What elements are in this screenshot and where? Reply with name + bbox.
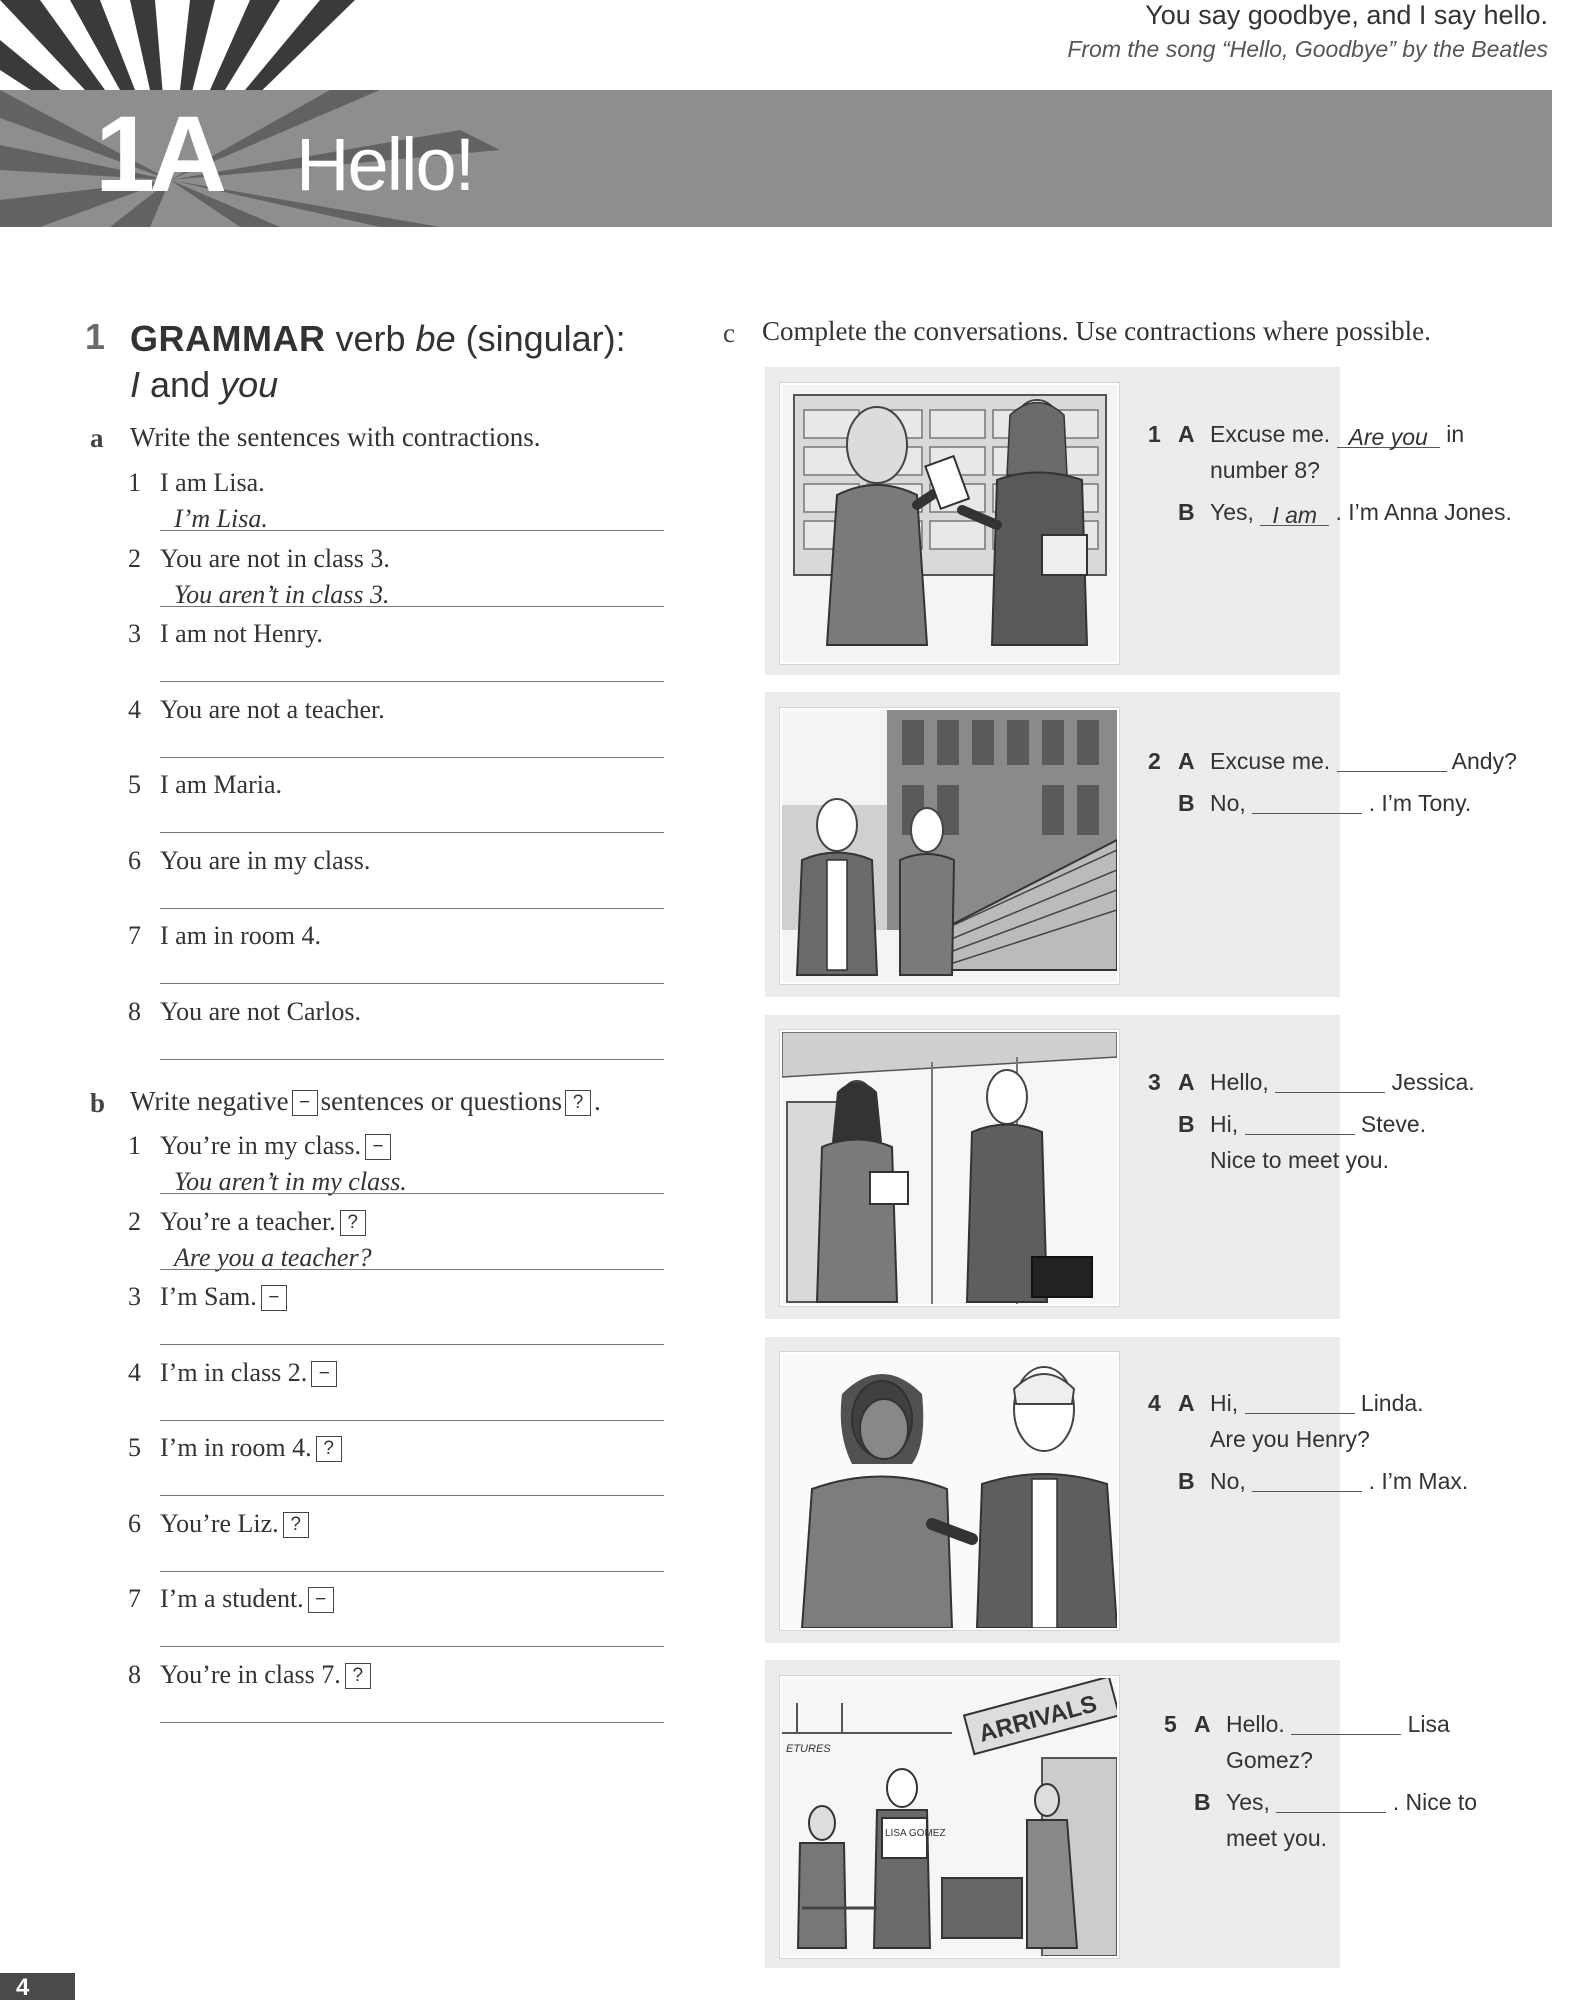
line-a [1210,1069,1475,1096]
item-symbol: − [308,1587,334,1613]
exercise-b-instruction-1: Write negative [130,1086,289,1116]
exercise-a-item [128,921,664,991]
speaker-a: A [1178,421,1195,447]
exercise-a-item [128,468,664,538]
exercise-b-instruction-end: . [594,1086,601,1116]
item-prompt [160,1433,342,1463]
line-a-pre: Hello, [1210,1069,1269,1095]
question-symbol: ? [565,1090,591,1116]
speaker-b: B [1178,1468,1195,1494]
item-prompt [160,1282,287,1312]
item-prompt [160,921,321,951]
answer-line[interactable] [160,1571,664,1572]
item-number: 2 [128,1206,141,1236]
answer-blank[interactable]: I am [1260,505,1329,526]
line-b [1210,1468,1468,1495]
exercise-c-instruction: Complete the conversations. Use contractions where possible. [762,316,1431,346]
exercise-b-item [128,1660,664,1730]
line-a-pre: Hello. [1226,1711,1285,1737]
item-number: 3 [128,619,141,648]
item-answer: I’m Lisa. [174,504,268,533]
speaker-a: A [1194,1711,1211,1737]
conversation-number: 5 [1164,1711,1177,1737]
item-number: 1 [128,1131,141,1160]
line-b-pre: Yes, [1210,499,1254,525]
item-prompt-text: I’m in room 4. [160,1433,312,1462]
answer-line[interactable] [160,1193,664,1194]
page-number: 4 [16,1974,30,2001]
page-number-tab [0,1973,75,2000]
exercise-b-item [128,1282,664,1352]
answer-blank[interactable] [1337,751,1447,772]
quote-line: You say goodbye, and I say hello. [1145,0,1548,30]
section-topic-em: be [415,318,456,359]
section-label: GRAMMAR [130,318,326,359]
conversation-2 [1148,748,1548,928]
item-prompt-text: You are not a teacher. [160,694,385,724]
section-topic-pre: verb [335,318,406,359]
departures-sign-text: ETURES [786,1743,831,1755]
item-number: 3 [128,1282,141,1311]
exercise-a-item [128,619,664,689]
conversation-number: 3 [1148,1069,1161,1095]
exercise-b-item [128,1358,664,1428]
line-a-2: Are you Henry? [1210,1426,1370,1452]
item-prompt [160,619,323,649]
item-prompt-text: You are not in class 3. [160,543,390,573]
line-b-pre: Hi, [1210,1111,1239,1137]
item-prompt-text: I am in room 4. [160,921,322,950]
speaker-a: A [1178,748,1195,774]
exercise-a-instruction: Write the sentences with contractions. [130,422,541,452]
exercise-a-item [128,544,664,614]
item-number: 5 [128,770,141,799]
line-a [1210,421,1464,448]
illustration-airport [780,1676,1119,1958]
illustration-mailboxes [780,383,1119,664]
speaker-b: B [1178,1111,1195,1137]
answer-line[interactable] [160,757,664,758]
exercise-a-letter: a [90,423,104,453]
item-number: 6 [128,1508,141,1538]
section-heading [130,316,650,408]
answer-blank[interactable] [1245,1393,1355,1414]
item-prompt [160,1358,337,1388]
answer-line[interactable] [160,1495,664,1496]
item-number: 4 [128,694,141,724]
section-topic-post: (singular): [465,318,626,359]
item-number: 2 [128,543,141,573]
item-prompt [160,997,361,1027]
conversation-4 [1148,1390,1548,1570]
item-prompt-text: I am Lisa. [160,468,265,497]
conversation-5 [1164,1711,1564,1891]
line-b [1210,499,1512,526]
item-number: 5 [128,1433,141,1462]
section-topic2-mid: and [150,364,211,405]
line-b-post: . I’m Tony. [1368,790,1472,816]
answer-line[interactable] [160,681,664,682]
item-symbol: ? [340,1210,366,1236]
item-prompt [160,468,265,498]
item-prompt-text: You’re Liz. [160,1508,279,1538]
quote-source: From the song “Hello, Goodbye” by the Beatles [1067,36,1548,62]
line-b-2: Nice to meet you. [1210,1147,1389,1173]
conversation-number: 4 [1148,1390,1161,1416]
speaker-b: B [1178,790,1195,816]
speaker-b: B [1194,1789,1211,1815]
item-number: 6 [128,845,141,875]
line-a-pre: Excuse me. [1210,748,1331,774]
line-a-pre: Hi, [1210,1390,1239,1416]
exercise-b-item [128,1509,664,1579]
item-prompt [160,1660,371,1690]
answer-line[interactable] [160,606,664,607]
answer-blank[interactable] [1275,1072,1385,1093]
item-number: 7 [128,1584,141,1613]
conversation-number: 1 [1148,421,1161,447]
line-b-post: . Nice to [1392,1789,1478,1815]
exercise-a-item [128,846,664,916]
item-prompt-text: You’re a teacher. [160,1206,336,1236]
item-prompt-text: You’re in class 7. [160,1659,341,1689]
line-b [1226,1789,1477,1816]
item-prompt-text: You are in my class. [160,845,371,875]
line-b-pre: Yes, [1226,1789,1270,1815]
line-a-pre: Excuse me. [1210,421,1331,447]
line-b-post: Steve. [1360,1111,1427,1137]
answer-blank[interactable] [1291,1714,1401,1735]
exercise-c-letter: c [723,318,735,348]
line-a [1210,748,1517,775]
item-answer: Are you a teacher? [174,1242,372,1272]
item-prompt [160,1584,334,1614]
line-a-post: Andy? [1451,748,1517,774]
item-symbol: − [311,1361,337,1387]
exercise-a-item [128,695,664,765]
conversation-1 [1148,421,1548,601]
item-symbol: ? [283,1512,309,1538]
item-prompt [160,846,370,876]
line-a [1226,1711,1450,1738]
illustration-street [780,708,1119,984]
item-prompt-text: I’m in class 2. [160,1357,308,1387]
line-a-2: number 8? [1210,457,1320,483]
arrivals-sign-text: ARRIVALS [976,1690,1100,1748]
negative-symbol: − [292,1090,318,1116]
answer-blank[interactable] [1245,1114,1355,1135]
answer-line[interactable] [160,832,664,833]
line-a-post: Lisa [1407,1711,1450,1737]
name-card-text: LISA GOMEZ [885,1828,946,1839]
sunburst-band-overlay [0,90,560,227]
answer-line[interactable] [160,908,664,909]
answer-line[interactable] [160,1059,664,1060]
line-a-post: Jessica. [1391,1069,1475,1095]
unit-code: 1A [95,93,222,214]
item-symbol: − [365,1134,391,1160]
item-number: 1 [128,468,141,497]
speaker-a: A [1178,1390,1195,1416]
unit-title: Hello! [296,123,474,206]
exercise-b-instruction [130,1086,601,1117]
illustration-office [780,1030,1119,1306]
answer-line[interactable] [160,1722,664,1723]
item-answer: You aren’t in my class. [174,1167,407,1196]
item-answer: You aren’t in class 3. [174,579,390,609]
item-number: 8 [128,996,141,1026]
line-a-post: in [1446,421,1465,447]
line-b-2: meet you. [1226,1825,1327,1851]
item-prompt-text: I’m a student. [160,1584,304,1613]
answer-line[interactable] [160,1344,664,1345]
line-b [1210,1111,1426,1138]
exercise-b-letter: b [90,1088,106,1118]
item-prompt-text: I’m Sam. [160,1282,257,1311]
item-prompt-text: I am Maria. [160,770,283,799]
item-prompt [160,544,390,574]
answer-line[interactable] [160,983,664,984]
exercise-a-item [128,770,664,840]
line-b-pre: No, [1210,790,1246,816]
exercise-b-item [128,1131,664,1201]
line-a-post: Linda. [1360,1390,1424,1416]
exercise-b-instruction-2: sentences or questions [320,1086,563,1116]
speaker-b: B [1178,499,1195,525]
section-topic2-em2: you [220,364,279,405]
item-symbol: ? [316,1436,342,1462]
answer-blank[interactable] [1252,1471,1362,1492]
section-topic2-em: I [130,364,141,405]
exercise-b-item [128,1207,664,1277]
line-b-pre: No, [1210,1468,1246,1494]
exercise-b-item [128,1584,664,1654]
item-number: 7 [128,921,141,950]
answer-blank[interactable]: Are you [1337,427,1440,448]
section-number: 1 [85,316,106,357]
line-a [1210,1390,1424,1417]
answer-blank[interactable] [1276,1792,1386,1813]
item-prompt [160,695,385,725]
line-b-post: . I’m Max. [1368,1468,1469,1494]
speaker-a: A [1178,1069,1195,1095]
line-b-post: . I’m Anna Jones. [1335,499,1512,525]
conversation-number: 2 [1148,748,1161,774]
item-prompt-text: You are not Carlos. [160,996,362,1026]
answer-line[interactable] [160,1420,664,1421]
item-prompt [160,1509,309,1539]
item-prompt [160,1207,366,1237]
exercise-b-item [128,1433,664,1503]
item-symbol: − [261,1285,287,1311]
item-prompt [160,1131,391,1161]
answer-line[interactable] [160,530,664,531]
line-b [1210,790,1471,817]
illustration-greeting [780,1352,1119,1630]
exercise-a-item [128,997,664,1067]
answer-blank[interactable] [1252,793,1362,814]
item-prompt [160,770,282,800]
answer-line[interactable] [160,1646,664,1647]
item-number: 4 [128,1357,141,1387]
conversation-3 [1148,1069,1548,1249]
item-symbol: ? [345,1663,371,1689]
item-prompt-text: I am not Henry. [160,619,323,648]
item-prompt-text: You’re in my class. [160,1131,362,1160]
answer-line[interactable] [160,1269,664,1270]
line-a-2: Gomez? [1226,1747,1313,1773]
item-number: 8 [128,1659,141,1689]
